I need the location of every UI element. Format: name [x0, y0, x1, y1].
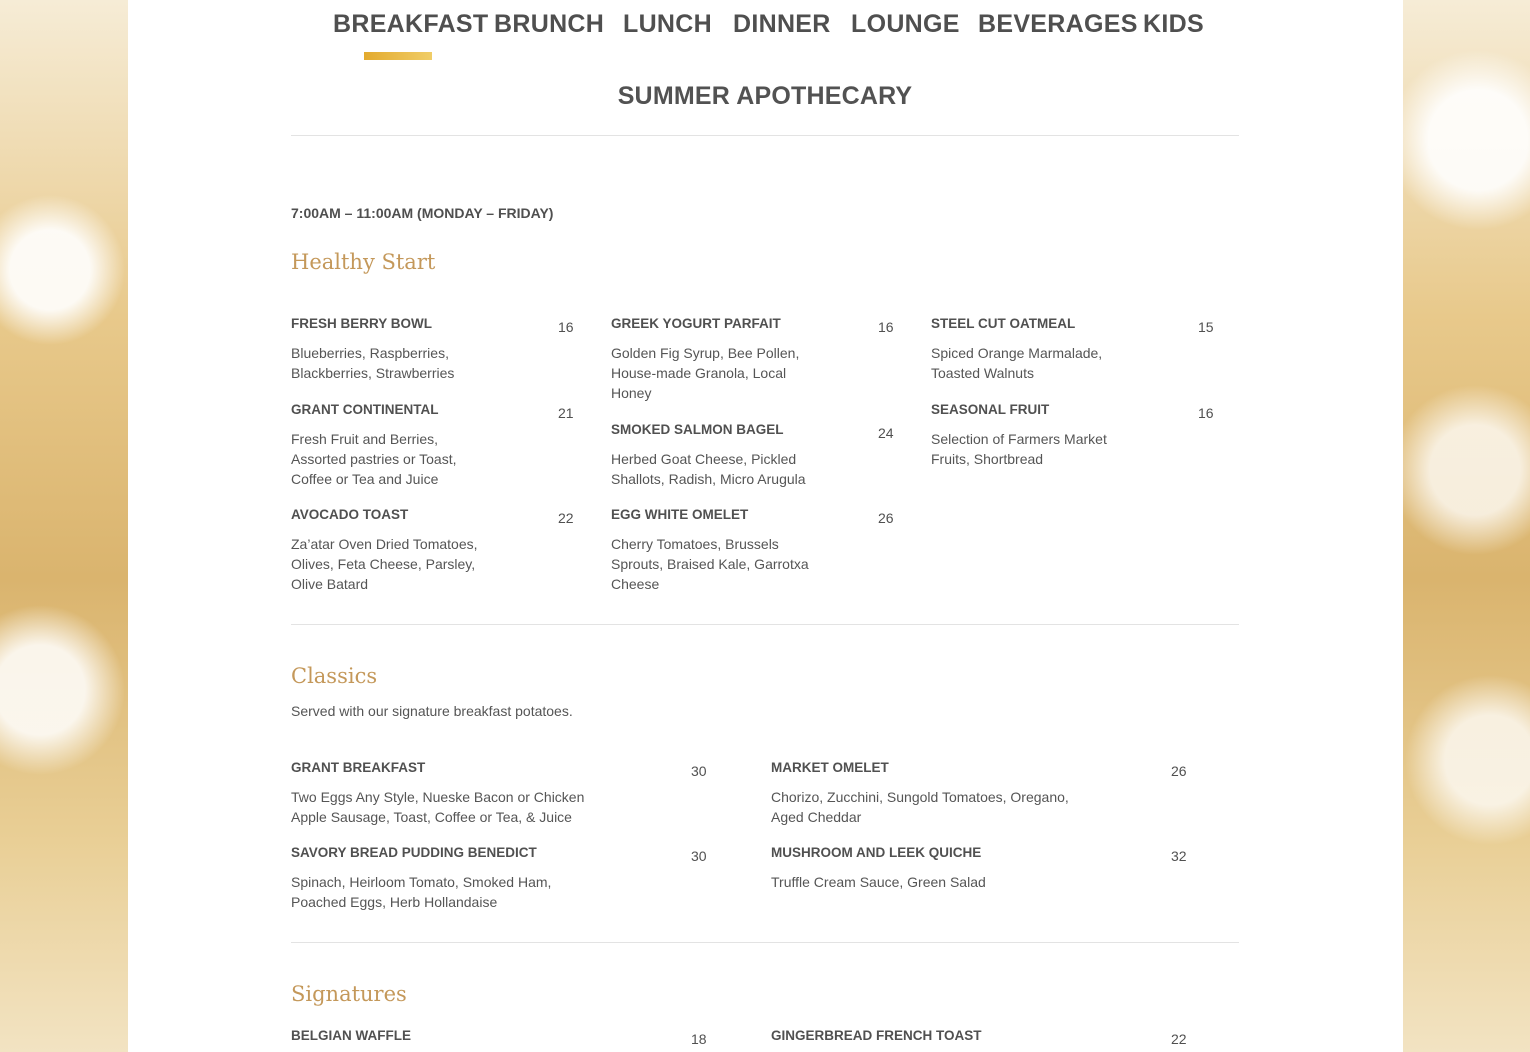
- item-description: Selection of Farmers Market Fruits, Shortbread: [931, 431, 1107, 467]
- item-price: 16: [558, 319, 574, 335]
- item-name: GINGERBREAD FRENCH TOAST: [771, 1028, 982, 1043]
- item-price: 15: [1198, 319, 1214, 335]
- item-price: 22: [558, 510, 574, 526]
- item-price: 18: [691, 1031, 707, 1047]
- item-price: 30: [691, 763, 707, 779]
- tab-dinner[interactable]: DINNER: [733, 10, 831, 38]
- page-title: SUMMER APOTHECARY: [617, 82, 913, 110]
- menu-nav: [291, 0, 1239, 60]
- item-price: 24: [878, 425, 894, 441]
- item-name: MUSHROOM AND LEEK QUICHE: [771, 845, 982, 860]
- tab-kids[interactable]: KIDS: [1143, 10, 1204, 38]
- item-price: 26: [1171, 763, 1187, 779]
- divider: [291, 624, 1239, 625]
- item-price: 32: [1171, 848, 1187, 864]
- tab-lounge[interactable]: LOUNGE: [851, 10, 960, 38]
- tab-breakfast[interactable]: BREAKFAST: [333, 10, 489, 38]
- item-description: Spiced Orange Marmalade, Toasted Walnuts: [931, 345, 1103, 381]
- item-name: BELGIAN WAFFLE: [291, 1028, 411, 1043]
- item-name: AVOCADO TOAST: [291, 507, 409, 522]
- active-tab-indicator: [364, 52, 432, 60]
- item-name: STEEL CUT OATMEAL: [931, 316, 1076, 331]
- section-note: Served with our signature breakfast potatoes.: [291, 703, 573, 719]
- item-description: Two Eggs Any Style, Nueske Bacon or Chicken Apple Sausage, Toast, Coffee or Tea, & Juice: [291, 789, 585, 825]
- item-name: SMOKED SALMON BAGEL: [611, 422, 784, 437]
- section-title-healthy-start: Healthy Start: [291, 250, 436, 274]
- item-name: GRANT CONTINENTAL: [291, 402, 439, 417]
- tab-lunch[interactable]: LUNCH: [623, 10, 712, 38]
- item-price: 30: [691, 848, 707, 864]
- item-name: EGG WHITE OMELET: [611, 507, 749, 522]
- divider: [291, 135, 1239, 136]
- item-name: FRESH BERRY BOWL: [291, 316, 433, 331]
- item-name: GREEK YOGURT PARFAIT: [611, 316, 781, 331]
- item-name: MARKET OMELET: [771, 760, 889, 775]
- menu-panel: [128, 0, 1403, 1052]
- item-name: GRANT BREAKFAST: [291, 760, 426, 775]
- item-name: SAVORY BREAD PUDDING BENEDICT: [291, 845, 537, 860]
- item-description: Fresh Fruit and Berries, Assorted pastries or Toast, Coffee or Tea and Juice: [291, 431, 457, 487]
- item-description: Truffle Cream Sauce, Green Salad: [771, 874, 986, 890]
- section-title-classics: Classics: [291, 664, 378, 688]
- item-description: Herbed Goat Cheese, Pickled Shallots, Radish, Micro Arugula: [611, 451, 806, 487]
- item-price: 16: [878, 319, 894, 335]
- item-price: 22: [1171, 1031, 1187, 1047]
- item-description: Chorizo, Zucchini, Sungold Tomatoes, Oregano, Aged Cheddar: [771, 789, 1069, 825]
- tab-brunch[interactable]: BRUNCH: [494, 10, 605, 38]
- item-description: Golden Fig Syrup, Bee Pollen, House-made Granola, Local Honey: [611, 345, 800, 401]
- item-description: Blueberries, Raspberries, Blackberries, Strawberries: [291, 345, 455, 381]
- item-price: 26: [878, 510, 894, 526]
- item-description: Za’atar Oven Dried Tomatoes, Olives, Feta Cheese, Parsley, Olive Batard: [291, 536, 478, 592]
- item-description: Spinach, Heirloom Tomato, Smoked Ham, Poached Eggs, Herb Hollandaise: [291, 874, 552, 910]
- divider: [291, 942, 1239, 943]
- item-name: SEASONAL FRUIT: [931, 402, 1050, 417]
- service-hours: 7:00AM – 11:00AM (MONDAY – FRIDAY): [291, 205, 554, 221]
- tab-beverages[interactable]: BEVERAGES: [978, 10, 1138, 38]
- section-title-signatures: Signatures: [291, 982, 407, 1006]
- item-price: 21: [558, 405, 574, 421]
- item-price: 16: [1198, 405, 1214, 421]
- item-description: Cherry Tomatoes, Brussels Sprouts, Braised Kale, Garrotxa Cheese: [611, 536, 809, 592]
